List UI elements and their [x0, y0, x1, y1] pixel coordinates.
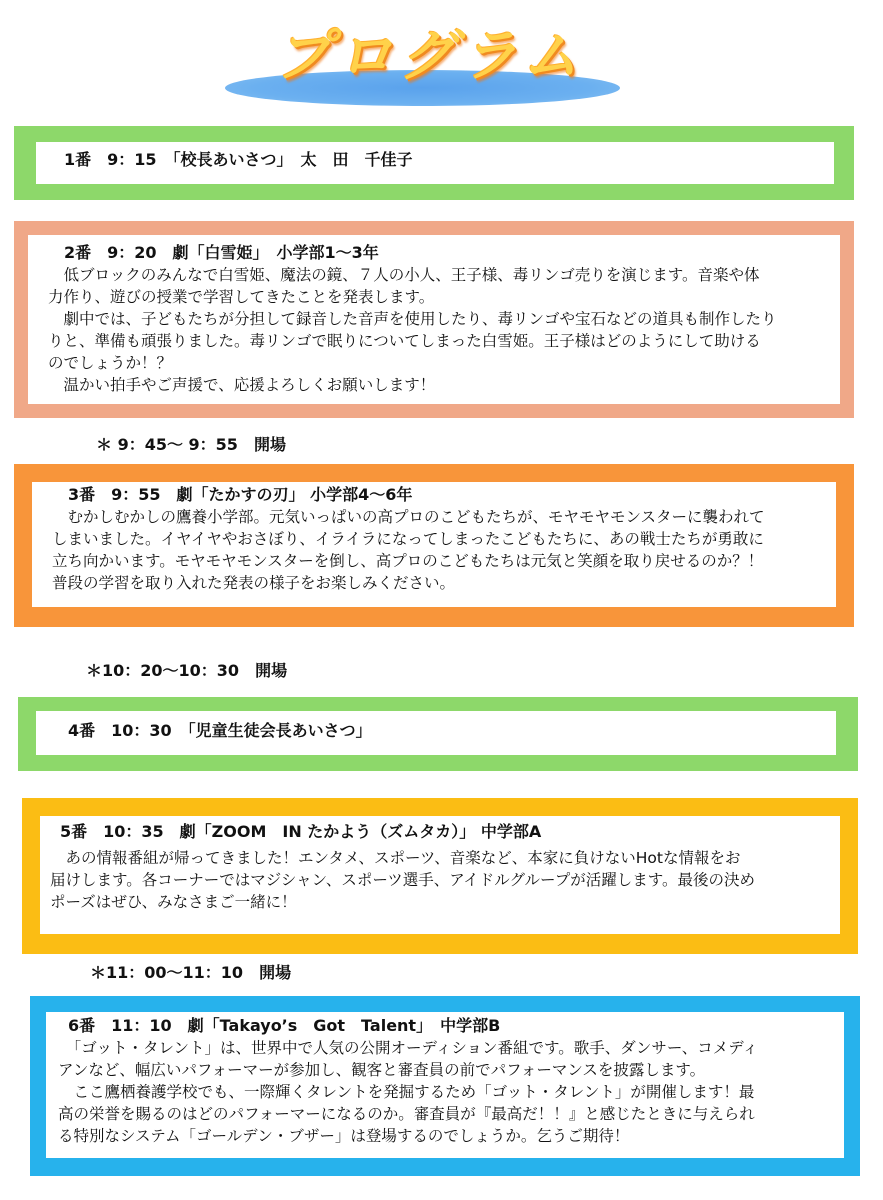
program-item-1 — [14, 126, 854, 200]
program-item-3-header: 3番 9：55 劇「たかすの刃」 小学部4～6年 — [68, 485, 413, 504]
program-item-6-description: 「ゴット・タレント」は、世界中で人気の公開オーディション番組です。歌手、ダンサー、コメディ アンなど、幅広いパフォーマーが参加し、観客と審査員の前でパフォーマンスを披露します。 ここ鷹栖養護学校でも、一際輝くタレントを発掘するため「ゴット・タレント」が開催します！最 高の栄誉を賜るのはどのパフォーマーになるのか。審査員が『最高だ！！』と感じたときに与えられ る特別なシステム「ゴールデン・ブザー」は登場するのでしょうか。乞うご期待！ — [58, 1039, 759, 1145]
program-item-4-header: 4番 10：30 「児童生徒会長あいさつ」 — [68, 721, 372, 740]
program-item-3 — [14, 464, 854, 627]
program-item-5 — [22, 798, 858, 954]
break-note-2: ＊10：20～10：30 開場 — [86, 661, 288, 680]
program-item-2-header: 2番 9：20 劇「白雪姫」 小学部1～3年 — [64, 243, 379, 262]
program-item-6-header: 6番 11：10 劇「Takayo’s Got Talent」 中学部B — [68, 1016, 501, 1035]
program-item-3-description: むかしむかしの鷹養小学部。元気いっぱいの高プロのこどもたちが、モヤモヤモンスターに襲われて しまいました。イヤイヤやおさぼり、イライラになってしまったこどもたちに、あの戦士たちが勇敢に 立ち向かいます。モヤモヤモンスターを倒し、高プロのこどもたちは元気と笑顔を取り戻せるのか？！ 普段の学習を取り入れた発表の様子をお楽しみください。 — [52, 508, 765, 592]
page-title: プログラム — [275, 24, 585, 89]
program-item-5-header: 5番 10：35 劇「ZOOM IN たかよう（ズムタカ）」 中学部A — [60, 822, 542, 841]
program-item-4 — [18, 697, 858, 771]
program-item-2-description: 低ブロックのみんなで白雪姫、魔法の鏡、７人の小人、王子様、毒リンゴ売りを演じます。音楽や体 力作り、遊びの授業で学習してきたことを発表します。 劇中では、子どもたちが分担して録音した音声を使用したり、毒リンゴや宝石などの道具も制作したり りと、準備も頑張りました。毒リンゴで眠りについてしまった白雪姫。王子様はどのようにして助ける のでしょうか！？ 温かい拍手やご声援で、応援よろしくお願いします！ — [48, 266, 777, 394]
program-item-2 — [14, 221, 854, 418]
program-item-5-description: あの情報番組が帰ってきました！エンタメ、スポーツ、音楽など、本家に負けないHotな情報をお 届けします。各コーナーではマジシャン、スポーツ選手、アイドルグループが活躍します。最後の決め ポーズはぜひ、みなさまご一緒に！ — [50, 849, 756, 911]
program-title-banner — [220, 12, 640, 107]
program-item-1-header: 1番 9：15 「校長あいさつ」 太 田 千佳子 — [64, 150, 413, 169]
program-item-6 — [30, 996, 860, 1176]
break-note-3: ＊11：00～11：10 開場 — [90, 963, 292, 982]
break-note-1: ＊ 9：45～ 9：55 開場 — [96, 435, 286, 454]
